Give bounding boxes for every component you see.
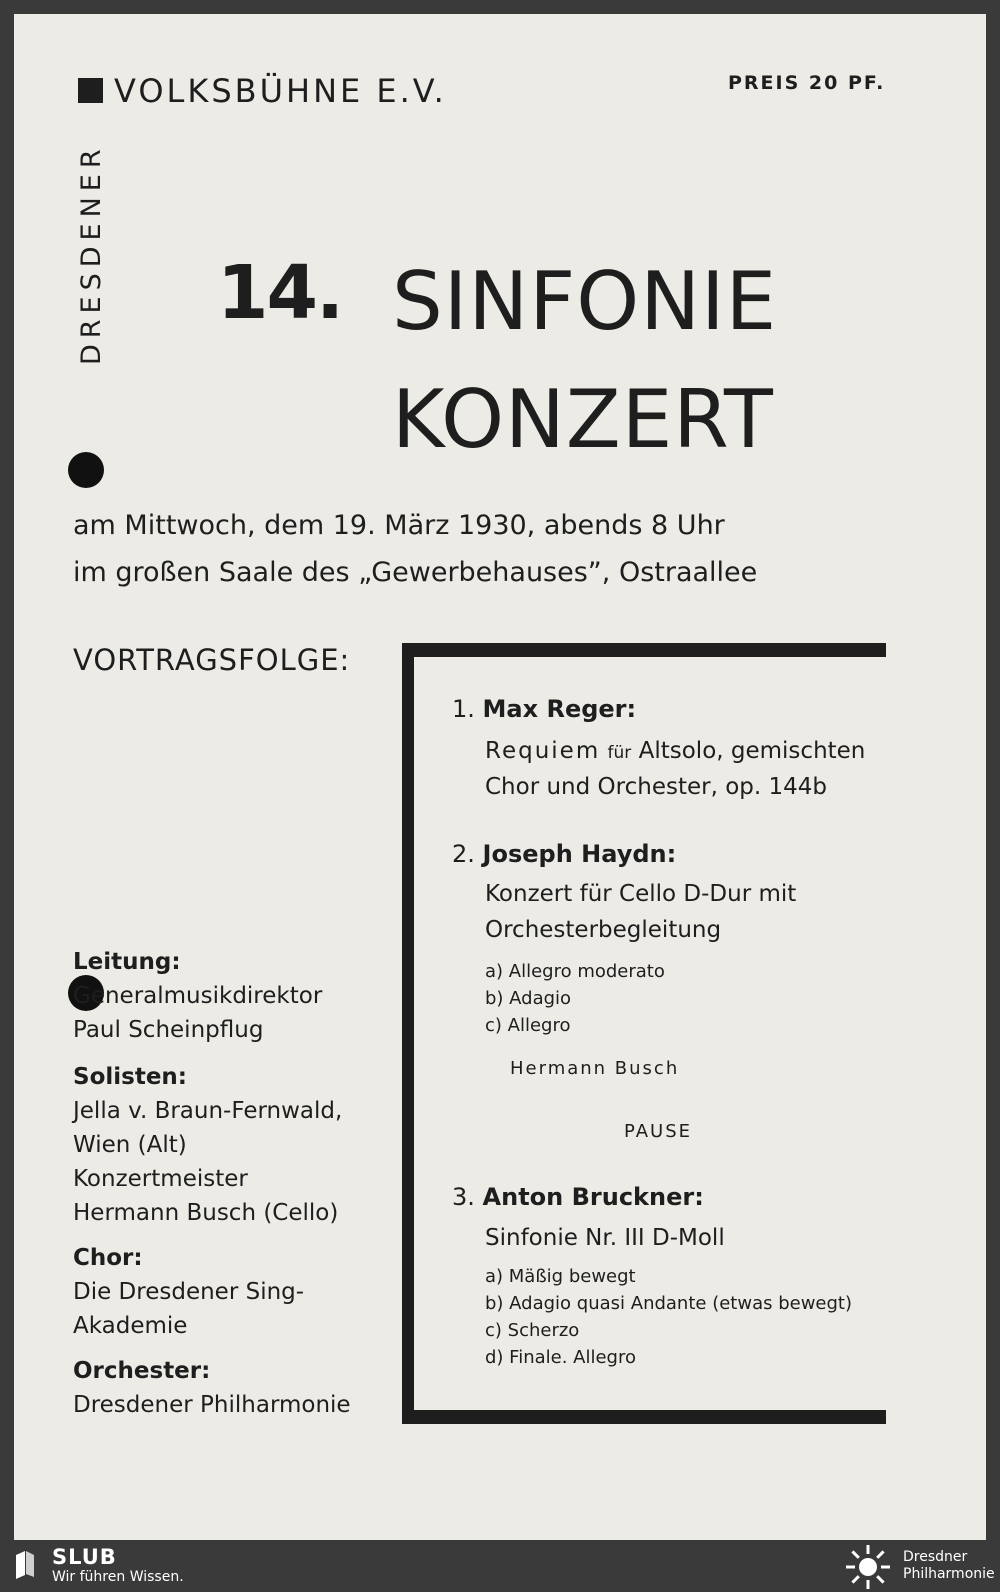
work-title-cont: Altsolo, gemischten (638, 738, 866, 764)
composer-name: Joseph Haydn: (482, 840, 677, 868)
movement: c) Allegro (485, 1015, 571, 1036)
slub-tagline: Wir führen Wissen. (52, 1569, 184, 1585)
credit-line: Jella v. Braun-Fernwald, (73, 1098, 343, 1124)
price-label: PREIS 20 PF. (728, 72, 886, 94)
program-item-number: 3. (452, 1183, 475, 1211)
movement: b) Adagio (485, 988, 572, 1009)
credit-line: Hermann Busch (Cello) (73, 1200, 339, 1226)
composer-name: Max Reger: (482, 695, 637, 723)
credit-line: Dresdener Philharmonie (73, 1392, 351, 1418)
partner-name-line-2: Philharmonie (903, 1566, 995, 1582)
work-connector: für (607, 743, 632, 763)
date-line: am Mittwoch, dem 19. März 1930, abends 8 Uhr (73, 510, 725, 541)
program-item-2-work-line-1: Konzert für Cello D-Dur mit (485, 881, 797, 907)
movement: d) Finale. Allegro (485, 1347, 637, 1368)
program-bracket-top (402, 643, 886, 657)
credit-line: Akademie (73, 1313, 188, 1339)
credit-label: Chor: (73, 1245, 143, 1271)
philharmonie-logo-icon (845, 1544, 891, 1590)
program-item-number: 2. (452, 840, 475, 868)
venue-line: im großen Saale des „Gewerbehauses”, Ostraallee (73, 557, 758, 588)
credit-label: Leitung: (73, 949, 181, 975)
slub-logo-text: SLUB (52, 1545, 117, 1569)
program-item-2-heading (452, 840, 676, 868)
credit-label: Orchester: (73, 1358, 211, 1384)
program-item-1-work-line-2: Chor und Orchester, op. 144b (485, 774, 827, 800)
title-line-1: SINFONIE (392, 255, 778, 348)
program-item-3-heading (452, 1183, 704, 1211)
program-item-1-heading (452, 695, 636, 723)
work-title: Requiem (485, 738, 601, 764)
movement: a) Mäßig bewegt (485, 1266, 636, 1287)
partner-name-line-1: Dresdner (903, 1549, 968, 1565)
program-item-number: 1. (452, 695, 475, 723)
credit-line: Wien (Alt) (73, 1132, 187, 1158)
credit-line: Die Dresdener Sing- (73, 1279, 305, 1305)
composer-name: Anton Bruckner: (482, 1183, 704, 1211)
soloist-name: Hermann Busch (510, 1058, 680, 1079)
movement: b) Adagio quasi Andante (etwas bewegt) (485, 1293, 852, 1314)
punch-hole-upper (68, 452, 104, 488)
credit-line: Konzertmeister (73, 1166, 248, 1192)
movement: a) Allegro moderato (485, 961, 665, 982)
credit-label: Solisten: (73, 1064, 187, 1090)
movement: c) Scherzo (485, 1320, 580, 1341)
program-item-3-work: Sinfonie Nr. III D-Moll (485, 1225, 725, 1251)
title-line-2: KONZERT (392, 373, 774, 466)
program-heading: VORTRAGSFOLGE: (73, 643, 351, 677)
pause-label: PAUSE (624, 1121, 692, 1142)
program-item-1-work (485, 733, 865, 771)
program-item-2-work-line-2: Orchesterbegleitung (485, 917, 722, 943)
program-bracket-bottom (402, 1410, 886, 1424)
society-name: VOLKSBÜHNE E.V. (114, 72, 447, 110)
header-square-mark (78, 78, 103, 103)
program-bracket-left (402, 643, 414, 1423)
credit-line: Generalmusikdirektor (73, 983, 323, 1009)
credit-line: Paul Scheinpflug (73, 1017, 264, 1043)
vertical-society-name: DRESDENER (76, 143, 107, 365)
concert-number: 14. (217, 250, 343, 336)
footer-bar (0, 1540, 1000, 1592)
book-icon (14, 1549, 36, 1579)
